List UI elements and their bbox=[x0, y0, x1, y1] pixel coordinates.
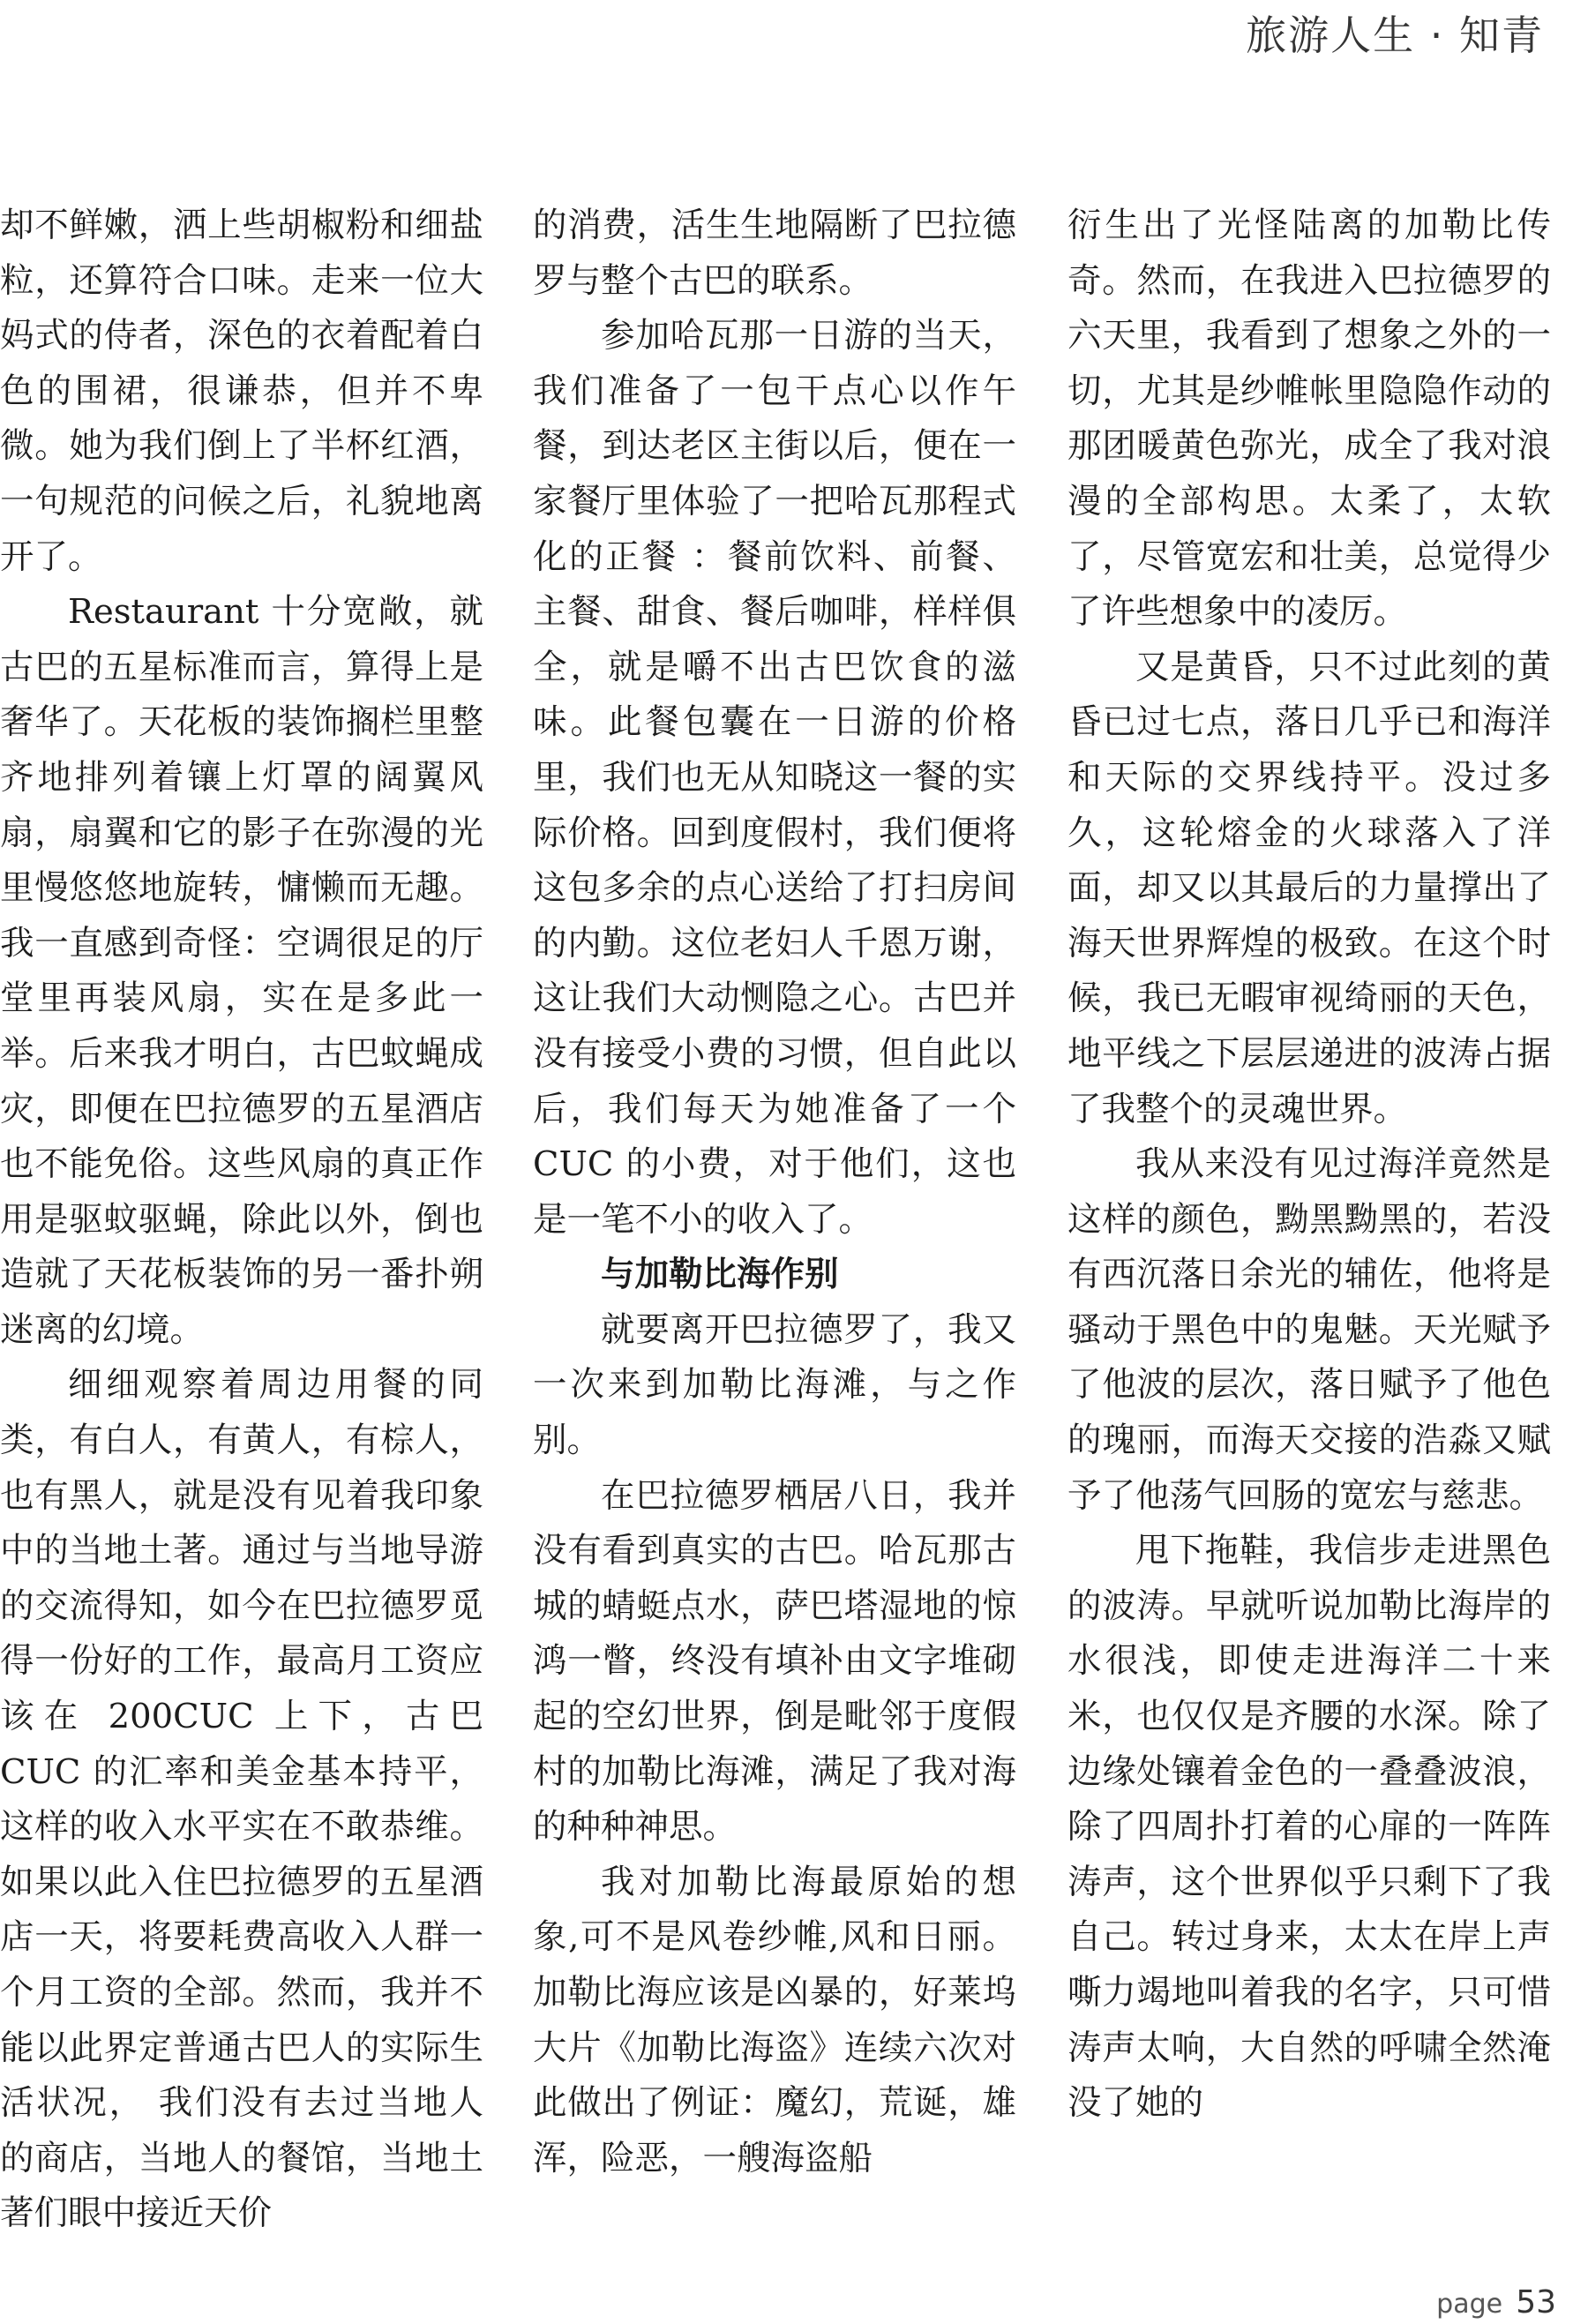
paragraph: 衍生出了光怪陆离的加勒比传奇。然而，在我进入巴拉德罗的六天里，我看到了想象之外的一切，尤其是纱帷帐里隐隐作动的那团暖黄色弥光，成全了我对浪漫的全部构思。太柔了，太软了，尽管宽宏和壮美，总觉得少了许些想象中的凌厉。 bbox=[1067, 206, 1551, 633]
paragraph: 细细观察着周边用餐的同类，有白人，有黄人，有棕人，也有黑人，就是没有见着我印象中的当地土著。通过与当地导游的交流得知，如今在巴拉德罗觅得一份好的工作，最高月工资应该在 200CUC 上下，古巴 CUC 的汇率和美金基本持平，这样的收入水平实在不敢恭维。如果以此入住巴拉德罗的五星酒店一天，将要耗费高收入人群一个月工资的全部。然而，我并不能以此界定普通古巴人的实际生活状况， 我们没有去过当地人的商店，当地人的餐馆，当地土著们眼中接近天价 bbox=[0, 1365, 483, 2234]
paragraph: 我对加勒比海最原始的想象,可不是风卷纱帷,风和日丽。加勒比海应该是凶暴的，好莱坞大片《加勒比海盗》连续六次对此做出了例证：魔幻，荒诞，雄浑，险恶，一艘海盗船 bbox=[533, 1862, 1016, 2178]
page-number: 53 bbox=[1516, 2284, 1556, 2320]
paragraph: 却不鲜嫩，洒上些胡椒粉和细盐粒，还算符合口味。走来一位大妈式的侍者，深色的衣着配着白色的围裙，很谦恭，但并不卑微。她为我们倒上了半杯红酒， 一句规范的问候之后，礼貌地离开了。 bbox=[0, 206, 483, 577]
paragraph: 我从来没有见过海洋竟然是这样的颜色，黝黑黝黑的，若没有西沉落日余光的辅佐，他将是骚动于黑色中的鬼魅。天光赋予了他波的层次，落日赋予了他色的瑰丽，而海天交接的浩淼又赋予了他荡气回肠的宽宏与慈悲。 bbox=[1067, 1144, 1551, 1516]
paragraph: 参加哈瓦那一日游的当天，我们准备了一包干点心以作午餐，到达老区主街以后，便在一家餐厅里体验了一把哈瓦那程式化的正餐 ：餐前饮料、前餐、主餐、甜食、餐后咖啡，样样俱全，就是嚼不出古巴饮食的滋味。此餐包囊在一日游的价格里，我们也无从知晓这一餐的实际价格。回到度假村，我们便将这包多余的点心送给了打扫房间的内勤。这位老妇人千恩万谢，这让我们大动恻隐之心。古巴并没有接受小费的习惯，但自此以后，我们每天为她准备了一个 CUC 的小费，对于他们，这也是一笔不小的收入了。 bbox=[533, 316, 1016, 1240]
paragraph: Restaurant 十分宽敞，就古巴的五星标准而言，算得上是奢华了。天花板的装饰搁栏里整齐地排列着镶上灯罩的阔翼风扇，扇翼和它的影子在弥漫的光里慢悠悠地旋转，慵懒而无趣。我一直感到奇怪：空调很足的厅堂里再装风扇，实在是多此一举。后来我才明白，古巴蚊蝇成灾，即便在巴拉德罗的五星酒店也不能免俗。这些风扇的真正作用是驱蚊驱蝇，除此以外，倒也造就了天花板装饰的另一番扑朔迷离的幻境。 bbox=[0, 592, 483, 1350]
paragraph: 在巴拉德罗栖居八日，我并没有看到真实的古巴。哈瓦那古城的蜻蜓点水，萨巴塔湿地的惊鸿一瞥，终没有填补由文字堆砌起的空幻世界，倒是毗邻于度假村的加勒比海滩，满足了我对海的种种神思。 bbox=[533, 1475, 1016, 1848]
page-footer bbox=[1436, 2284, 1556, 2320]
paragraph: 又是黄昏，只不过此刻的黄昏已过七点，落日几乎已和海洋和天际的交界线持平。没过多久，这轮熔金的火球落入了洋面，却又以其最后的力量撑出了海天世界辉煌的极致。在这个时候，我已无暇审视绮丽的天色，地平线之下层层递进的波涛占据了我整个的灵魂世界。 bbox=[1067, 647, 1551, 1129]
section-title: 旅游人生 · 知青 bbox=[1246, 11, 1544, 59]
paragraph: 就要离开巴拉德罗了，我又一次来到加勒比海滩，与之作别。 bbox=[533, 1309, 1016, 1461]
text-column-2 bbox=[533, 199, 1016, 2186]
text-column-3 bbox=[1067, 199, 1551, 2132]
paragraph: 甩下拖鞋，我信步走进黑色的波涛。早就听说加勒比海岸的水很浅，即使走进海洋二十来米，也仅仅是齐腰的水深。除了边缘处镶着金色的一叠叠波浪，除了四周扑打着的心扉的一阵阵涛声，这个世界似乎只剩下了我自己。转过身来，太太在岸上声嘶力竭地叫着我的名字，只可惜涛声太响，大自然的呼啸全然淹没了她的 bbox=[1067, 1531, 1551, 2124]
section-heading: 与加勒比海作别 bbox=[601, 1255, 839, 1295]
paragraph: 的消费，活生生地隔断了巴拉德罗与整个古巴的联系。 bbox=[533, 206, 1016, 301]
text-column-1 bbox=[0, 199, 483, 2242]
page-label: page bbox=[1436, 2289, 1503, 2320]
